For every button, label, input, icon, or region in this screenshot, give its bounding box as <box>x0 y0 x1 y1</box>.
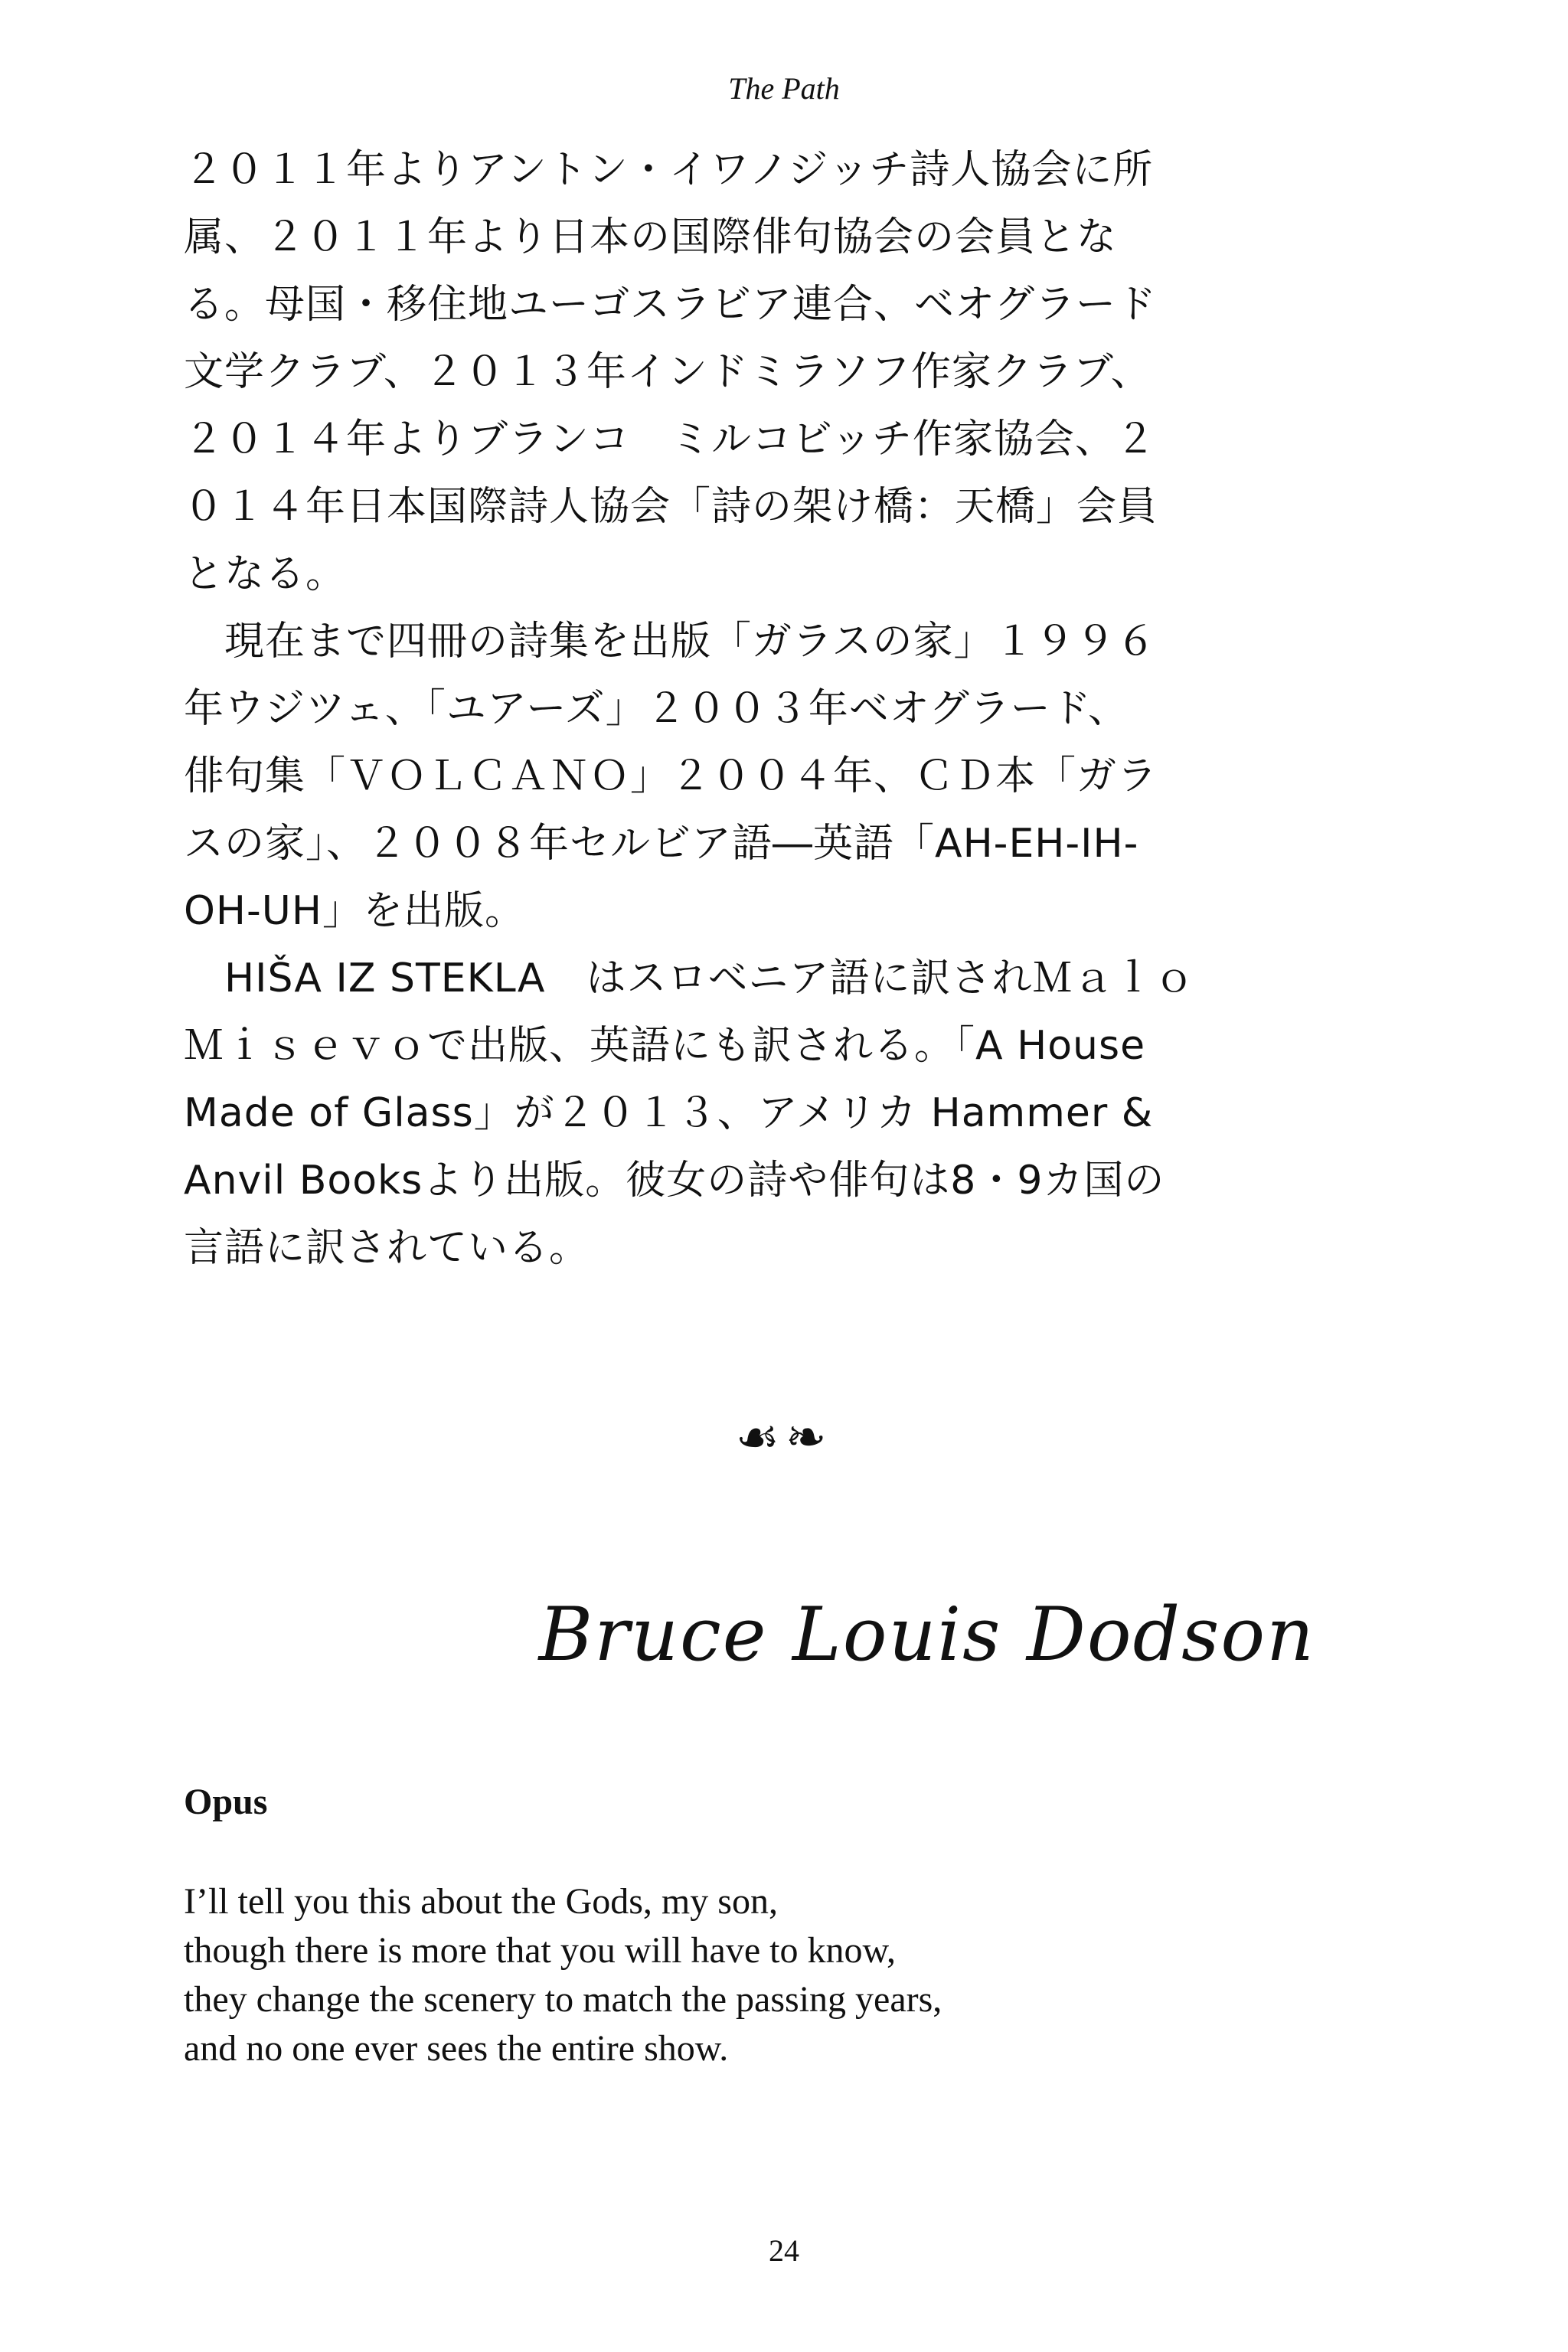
biography-line: Anvil Booksより出版。彼女の詩や俳句は8・9カ国の <box>184 1158 1165 1204</box>
biography-text <box>184 136 1332 1282</box>
biography-line: 現在まで四冊の詩集を出版「ガラスの家」１９９６ <box>184 619 1157 665</box>
biography-line: となる。 <box>184 551 347 597</box>
biography-line: Ｍｉｓｅｖｏで出版、英語にも訳される。「A House <box>184 1023 1146 1069</box>
biography-line: ２０１１年よりアントン・イワノジッチ詩人協会に所 <box>184 147 1154 193</box>
biography-line: 文学クラブ、２０１３年インドミラソフ作家クラブ、 <box>184 349 1152 395</box>
biography-line: 俳句集「ＶＯＬＣＡＮＯ」２００４年、ＣＤ本「ガラ <box>184 753 1158 799</box>
running-header: The Path <box>728 71 840 106</box>
biography-line: 言語に訳されている。 <box>184 1225 590 1271</box>
biography-line: ０１４年日本国際詩人協会「詩の架け橋：天橋」会員 <box>184 484 1158 530</box>
page-number: 24 <box>769 2233 799 2268</box>
biography-line: 年ウジツェ、「ユアーズ」２００３年ベオグラード、 <box>184 686 1129 732</box>
biography-line: る。母国・移住地ユーゴスラビア連合、ベオグラード <box>184 282 1157 328</box>
biography-line: OH-UH」を出版。 <box>184 888 525 934</box>
author-heading: Bruce Louis Dodson <box>538 1592 1315 1677</box>
biography-line: スの家」、２００８年セルビア語―英語「AH-EH-IH- <box>184 821 1139 867</box>
biography-line: 属、２０１１年より日本の国際俳句協会の会員とな <box>184 214 1118 260</box>
poem-line: though there is more that you will have to know, <box>184 1930 897 1971</box>
section-divider-ornament: ☙❧ <box>735 1410 833 1466</box>
poem-body <box>184 1877 1332 2073</box>
biography-line: HIŠA IZ STEKLA はスロベニア語に訳されＭａｌｏ <box>184 956 1195 1001</box>
poem-line: and no one ever sees the entire show. <box>184 2028 729 2069</box>
biography-line: ２０１４年よりブランコ ミルコビッチ作家協会、２ <box>184 416 1156 462</box>
biography-line: Made of Glass」が２０１３、アメリカ Hammer & <box>184 1090 1154 1136</box>
poem-title: Opus <box>184 1782 268 1822</box>
poem-line: they change the scenery to match the passing years, <box>184 1979 942 2020</box>
poem-line: I’ll tell you this about the Gods, my son, <box>184 1881 778 1922</box>
